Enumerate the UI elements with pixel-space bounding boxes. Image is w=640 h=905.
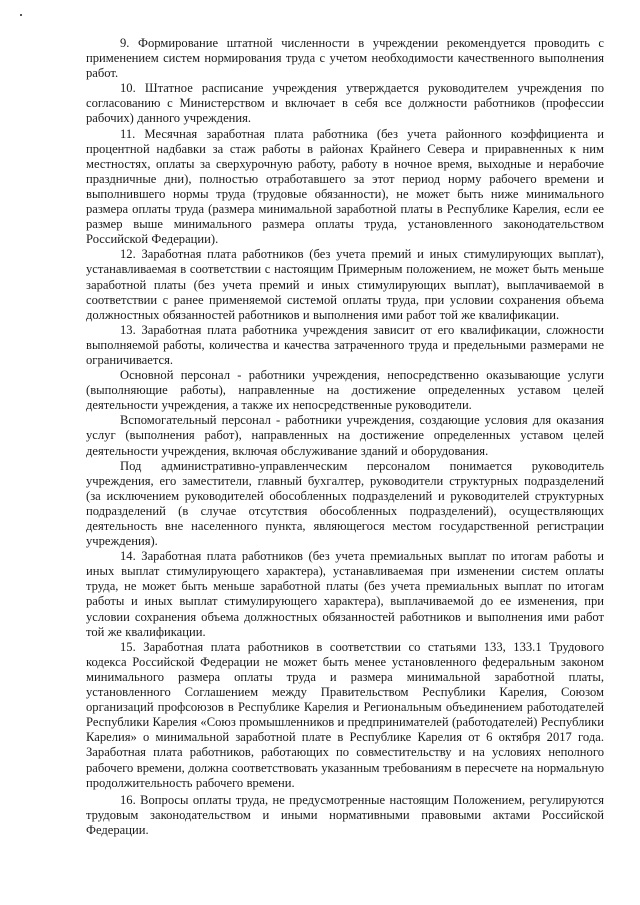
paragraph-16: 16. Вопросы оплаты труда, не предусмотренные настоящим Положением, регулируются трудовым законодательством и иными нормативными правовыми актами Российской Федерации. [86,792,604,837]
paragraph-main-staff: Основной персонал - работники учреждения, непосредственно оказывающие услуги (выполняющие работы), направленные на достижение определенных уставом целей деятельности учреждения, а также их непосредственные руководители. [86,368,604,413]
paragraph-support-staff: Вспомогательный персонал - работники учреждения, создающие условия для оказания услуг (выполнения работ), направленных на достижение определенных уставом целей деятельности учреждения, включая обслуживание зданий и оборудования. [86,413,604,458]
paragraph-admin-staff: Под административно-управленческим персоналом понимается руководитель учреждения, его заместители, главный бухгалтер, руководители структурных подразделений (за исключением руководителей обособленных подразделений и руководителей структурных подразделений (в случае отсутствия обособленных подразделений), осуществляющих деятельность вне населенного пункта, являющегося местом государственной регистрации учреждения). [86,458,604,549]
paragraph-12: 12. Заработная плата работников (без учета премий и иных стимулирующих выплат), устанавливаемая в соответствии с настоящим Примерным положением, не может быть меньше заработной платы (без учета премий и иных стимулирующих выплат), выплачиваемой в соответствии с ранее применяемой системой оплаты труда, при условии сохранения объема должностных обязанностей работников и выполнения ими работ той же квалификации. [86,247,604,322]
paragraph-10: 10. Штатное расписание учреждения утверждается руководителем учреждения по согласованию с Министерством и включает в себя все должности работников (профессии рабочих) данного учреждения. [86,81,604,126]
paragraph-11: 11. Месячная заработная плата работника (без учета районного коэффициента и процентной надбавки за стаж работы в районах Крайнего Севера и приравненных к ним местностях, оплаты за сверхурочную работу, работу в ночное время, выходные и нерабочие праздничные дни), полностью отработавшего за этот период норму рабочего времени и выполнившего нормы труда (трудовые обязанности), не может быть ниже минимального размера оплаты труда (размера минимальной заработной платы в Республике Карелия, если ее размер выше минимального размера оплаты труда, установленного законодательством Российской Федерации). [86,126,604,247]
paragraph-9: 9. Формирование штатной численности в учреждении рекомендуется проводить с применением систем нормирования труда с учетом необходимости качественного выполнения работ. [86,36,604,81]
paragraph-14: 14. Заработная плата работников (без учета премиальных выплат по итогам работы и иных выплат стимулирующего характера), устанавливаемая при изменении систем оплаты труда, не может быть меньше заработной платы (без учета премиальных выплат по итогам работы и иных выплат стимулирующего характера), выплачиваемой до ее изменения, при условии сохранения объема должностных обязанностей работников и выполнения ими работ той же квалификации. [86,549,604,639]
document-body [86,36,604,838]
paragraph-13: 13. Заработная плата работника учреждения зависит от его квалификации, сложности выполняемой работы, количества и качества затраченного труда и предельными размерами не ограничивается. [86,322,604,367]
scan-artifact [20,14,22,16]
paragraph-15: 15. Заработная плата работников в соответствии со статьями 133, 133.1 Трудового кодекса Российской Федерации не может быть менее установленного федеральным законом минимального размера оплаты труда и размера минимальной заработной платы, установленного Соглашением между Правительством Республики Карелия, Союзом организаций профсоюзов в Республике Карелия и Региональным объединением работодателей Республики Карелия «Союз промышленников и предпринимателей (работодателей) Республики Карелия» о минимальной заработной плате в Республике Карелия от 6 октября 2017 года. Заработная плата работников, работающих по совместительству и на условиях неполного рабочего времени, должна соответствовать указанным требованиям в пересчете на нормальную продолжительность рабочего времени. [86,639,604,790]
